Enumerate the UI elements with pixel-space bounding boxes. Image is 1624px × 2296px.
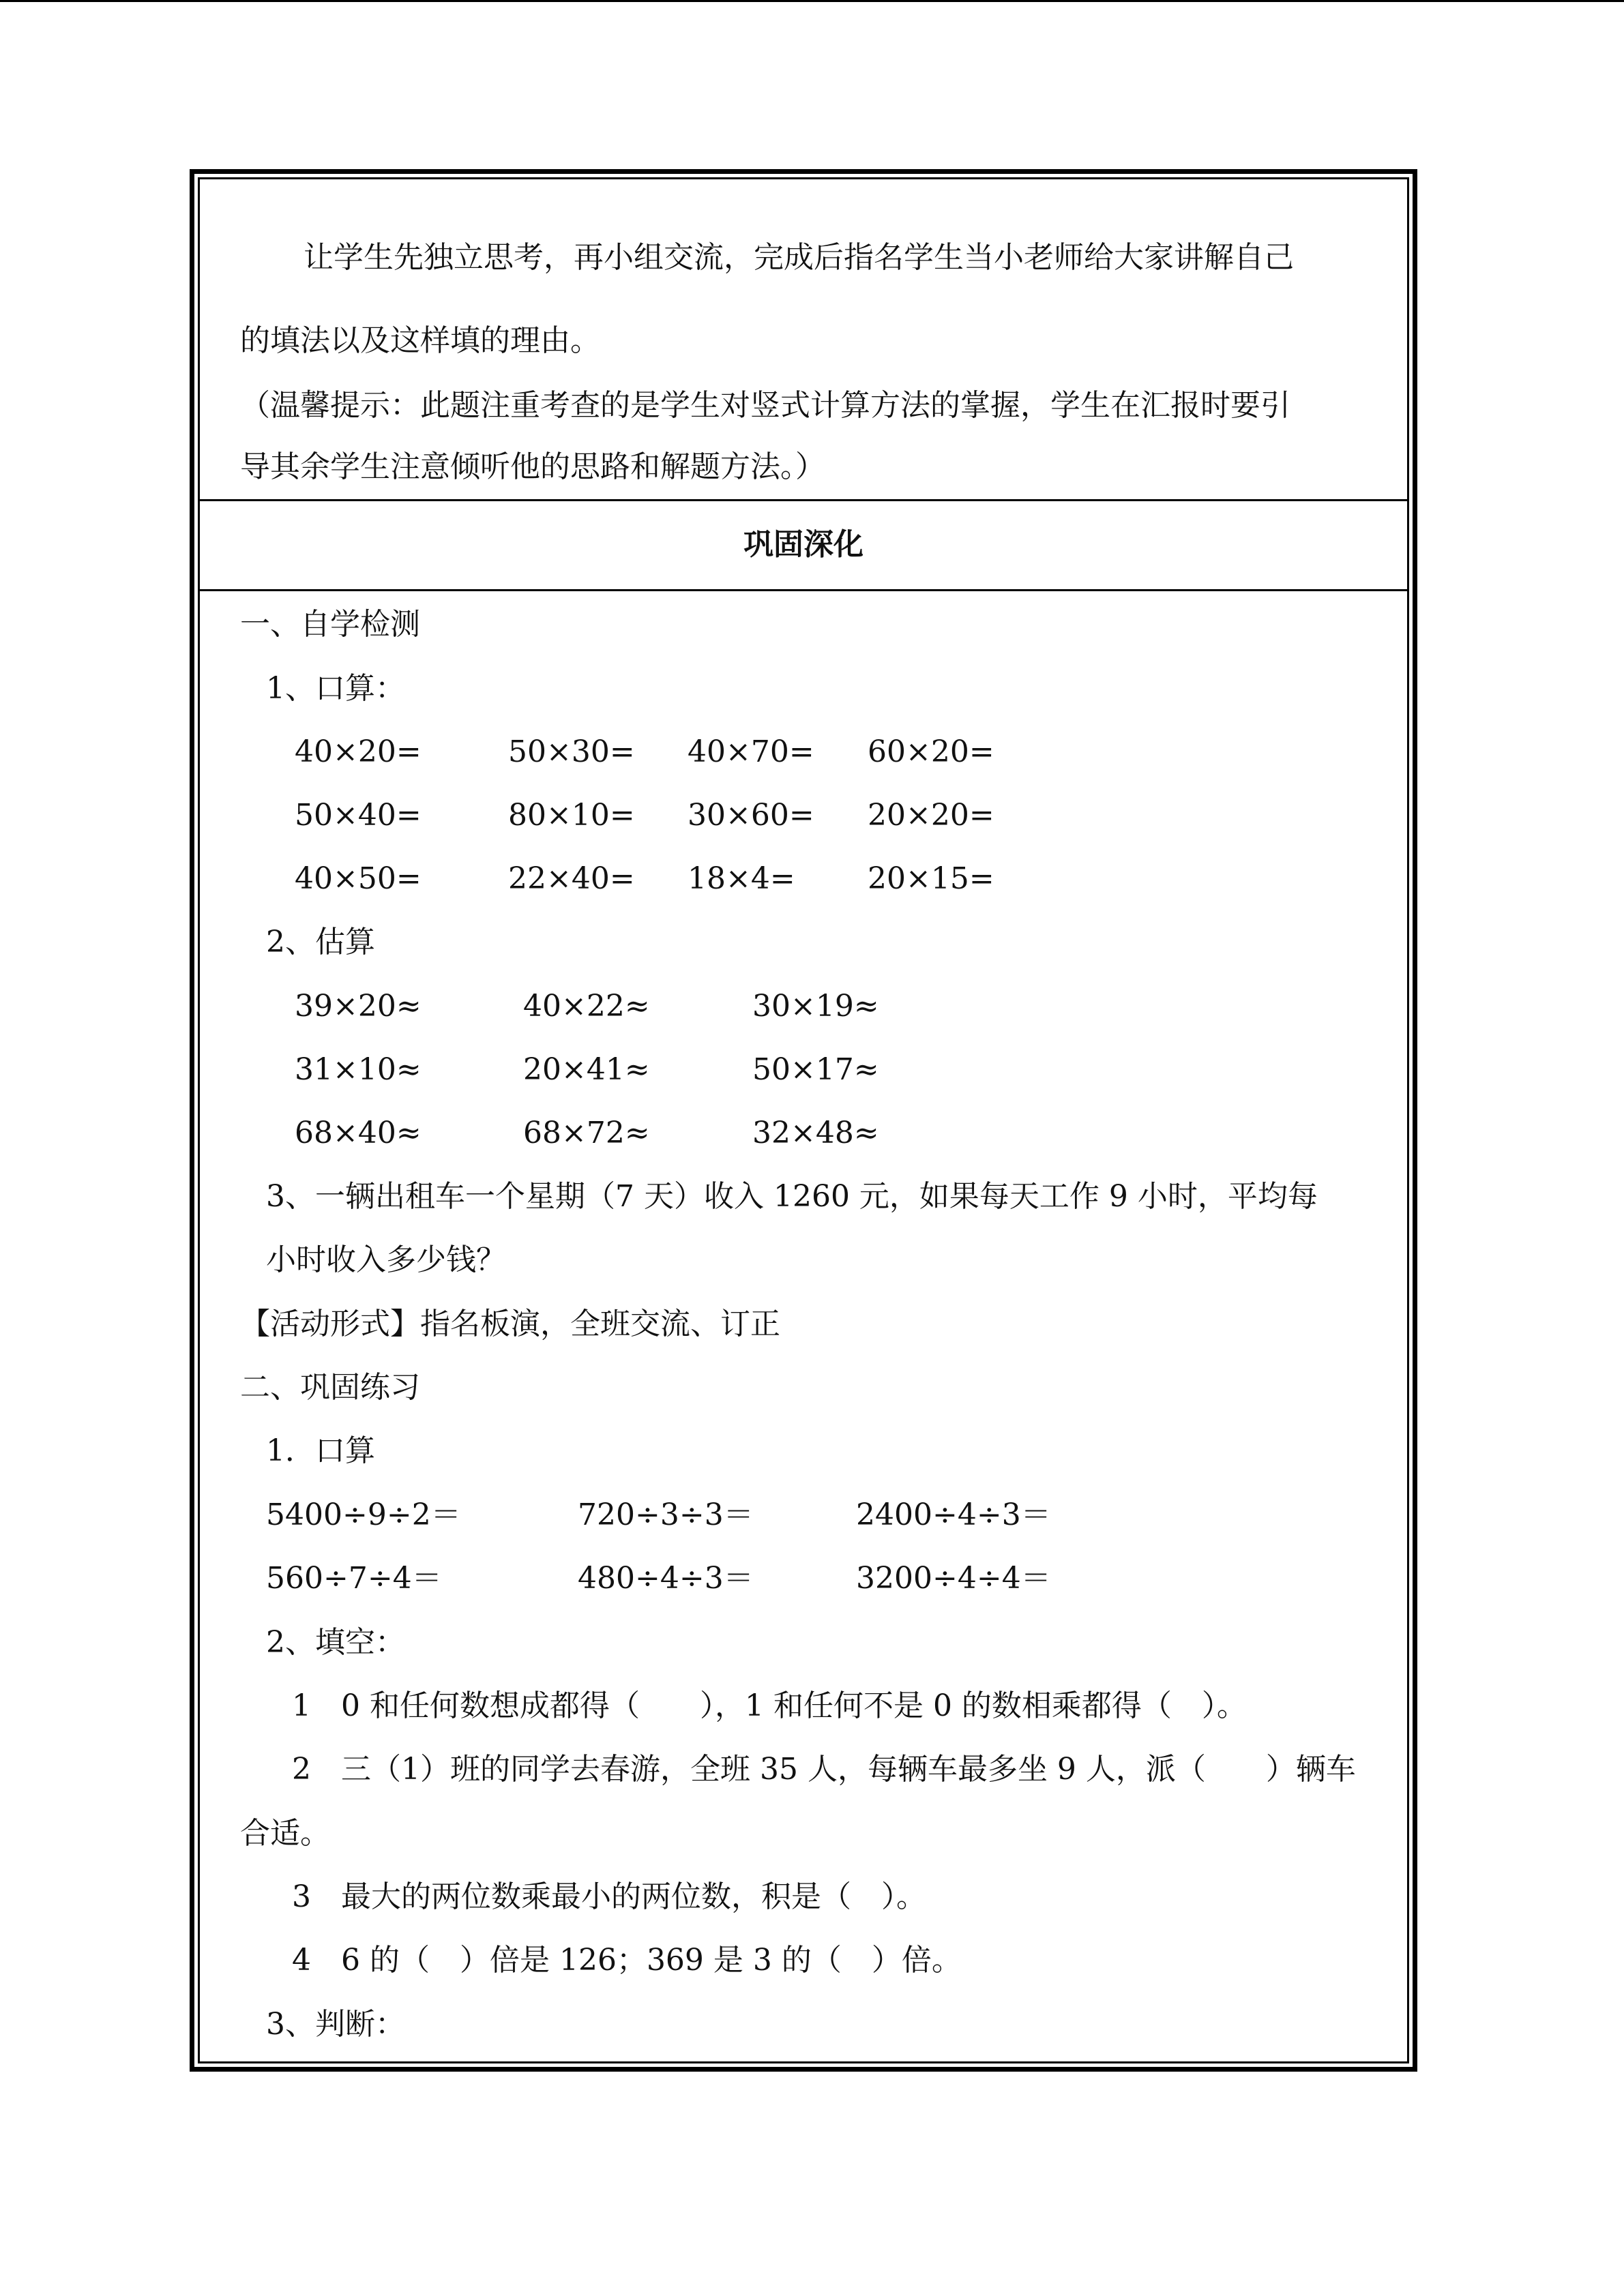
oral-item: 50×30= [508,734,635,769]
oral-item: 80×10= [508,798,635,833]
judge-label: 3、判断： [266,2007,405,2042]
oral-item: 18×4= [688,861,795,896]
oral-item: 40×20= [295,734,422,769]
section-title: 巩固深化 [743,527,863,562]
oral2-item: 2400÷4÷3＝ [856,1497,1051,1532]
estimate-item: 30×19≈ [752,989,879,1024]
oral2-label: 1．口算 [266,1433,375,1468]
oral-item: 20×20= [868,798,994,833]
fill-item-2: 2 三（1）班的同学去春游，全班 35 人，每辆车最多坐 9 人，派（ ）辆车 [292,1752,1356,1787]
estimate-item: 68×40≈ [295,1116,422,1150]
oral-label: 1、口算： [266,671,405,706]
intro-line-1: 让学生先独立思考，再小组交流，完成后指名学生当小老师给大家讲解自己 [304,240,1294,275]
activity-note: 【活动形式】指名板演，全班交流、订正 [240,1307,780,1341]
oral-item: 50×40= [295,798,422,833]
estimate-item: 32×48≈ [752,1116,879,1150]
part1-heading: 一、自学检测 [240,607,420,642]
word-problem-line-2: 小时收入多少钱？ [266,1242,506,1277]
oral-item: 40×50= [295,861,422,896]
oral-item: 60×20= [868,734,994,769]
estimate-item: 20×41≈ [523,1052,650,1087]
oral2-item: 720÷3÷3＝ [578,1497,754,1532]
oral2-item: 560÷7÷4＝ [266,1561,442,1596]
oral2-item: 3200÷4÷4＝ [856,1561,1051,1596]
row-divider-top [198,499,1409,501]
fill-item-1: 1 0 和任何数想成都得（ ），1 和任何不是 0 的数相乘都得（ ）。 [292,1688,1247,1723]
estimate-label: 2、估算 [266,925,375,959]
estimate-item: 31×10≈ [295,1052,422,1087]
intro-line-2: 的填法以及这样填的理由。 [240,323,600,358]
fill-label: 2、填空： [266,1625,405,1660]
tip-line-2: 导其余学生注意倾听他的思路和解题方法。） [240,449,825,484]
oral-item: 20×15= [868,861,994,896]
oral-item: 40×70= [688,734,814,769]
word-problem-line-1: 3、一辆出租车一个星期（7 天）收入 1260 元，如果每天工作 9 小时，平均每 [266,1179,1318,1214]
tip-line-1: （温馨提示：此题注重考查的是学生对竖式计算方法的掌握，学生在汇报时要引 [240,388,1290,423]
page-top-rule [0,0,1624,2]
oral2-item: 480÷4÷3＝ [578,1561,754,1596]
part2-heading: 二、巩固练习 [240,1370,420,1405]
fill-item-4: 4 6 的（ ）倍是 126；369 是 3 的（ ）倍。 [292,1943,962,1978]
oral-item: 30×60= [688,798,814,833]
estimate-item: 50×17≈ [752,1052,879,1087]
row-divider-bottom [198,589,1409,591]
oral2-item: 5400÷9÷2＝ [266,1497,461,1532]
estimate-item: 40×22≈ [523,989,650,1024]
fill-item-2-cont: 合适。 [240,1816,330,1851]
oral-item: 22×40= [508,861,635,896]
estimate-item: 39×20≈ [295,989,422,1024]
estimate-item: 68×72≈ [523,1116,650,1150]
fill-item-3: 3 最大的两位数乘最小的两位数，积是（ ）。 [292,1879,926,1914]
